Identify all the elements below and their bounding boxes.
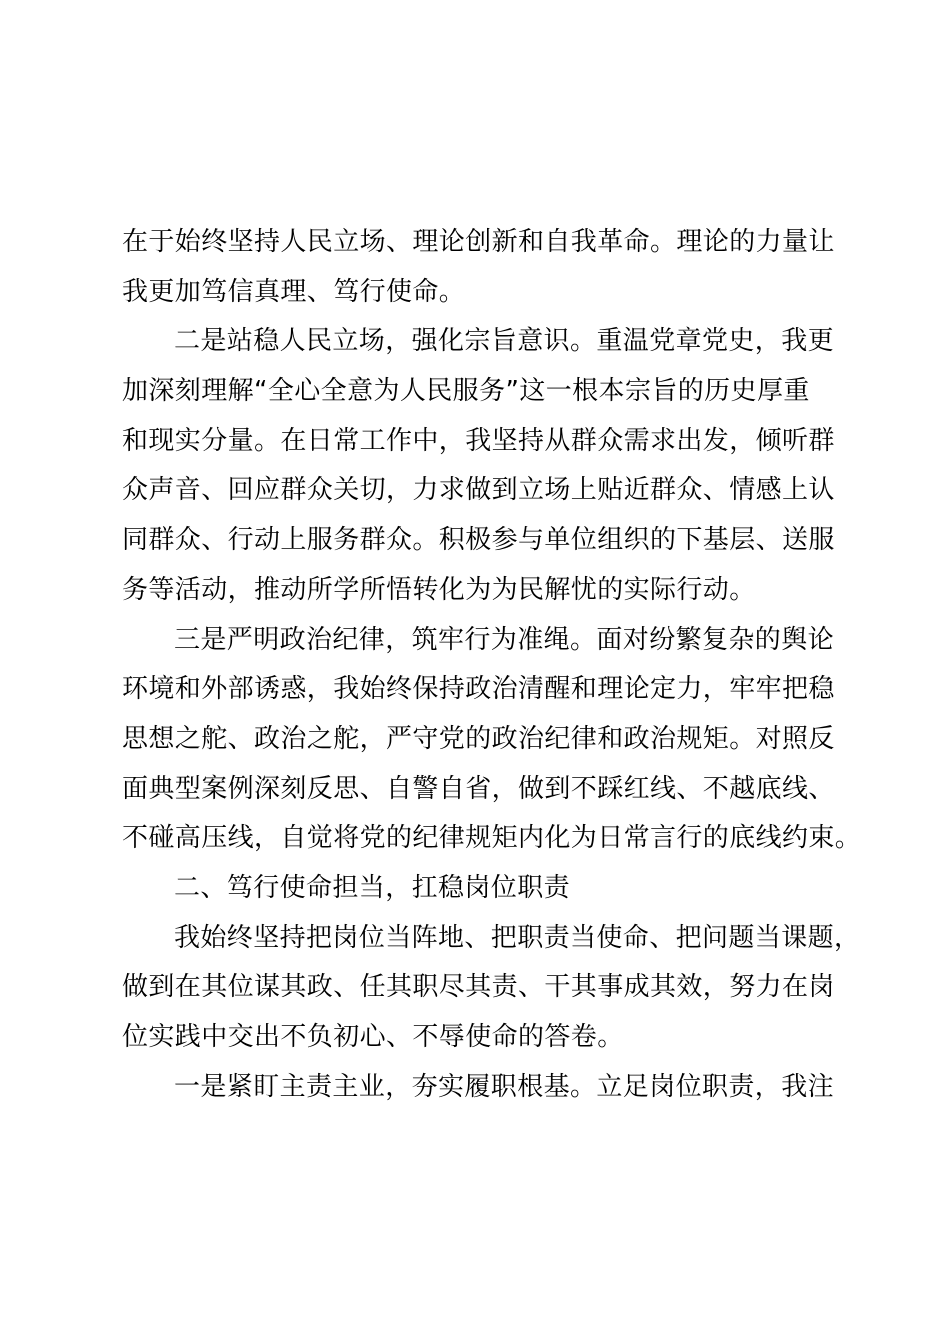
text-line: 位实践中交出不负初心、不辱使命的答卷。 (122, 1022, 624, 1052)
text-line: 众声音、回应群众关切，力求做到立场上贴近群众、情感上认 (122, 475, 835, 506)
paragraph-start-line: 二是站稳人民立场，强化宗旨意识。重温党章党史，我更 (174, 326, 835, 357)
text-line: 做到在其位谋其政、任其职尽其责、干其事成其效，努力在岗 (122, 972, 835, 1003)
text-line: 加深刻理解“全心全意为人民服务”这一根本宗旨的历史厚重 (122, 376, 810, 407)
text-line: 环境和外部诱惑，我始终保持政治清醒和理论定力，牢牢把稳 (122, 674, 835, 705)
paragraph-start-line: 一是紧盯主责主业，夯实履职根基。立足岗位职责，我注 (174, 1071, 835, 1102)
text-line: 在于始终坚持人民立场、理论创新和自我革命。理论的力量让 (122, 227, 835, 257)
text-line: 面典型案例深刻反思、自警自省，做到不踩红线、不越底线、 (122, 773, 835, 804)
body-text (122, 218, 862, 1112)
text-line: 同群众、行动上服务群众。积极参与单位组织的下基层、送服 (122, 525, 835, 556)
text-line: 我更加笃信真理、笃行使命。 (122, 276, 466, 307)
paragraph-start-line: 我始终坚持把岗位当阵地、把职责当使命、把问题当课题， (174, 922, 861, 953)
text-line: 和现实分量。在日常工作中，我坚持从群众需求出发，倾听群 (122, 425, 835, 456)
text-line: 务等活动，推动所学所悟转化为为民解忧的实际行动。 (122, 574, 756, 605)
text-line: 思想之舵、政治之舵，严守党的政治纪律和政治规矩。对照反 (122, 723, 835, 754)
section-heading: 二、笃行使命担当，扛稳岗位职责 (174, 872, 571, 903)
paragraph-start-line: 三是严明政治纪律，筑牢行为准绳。面对纷繁复杂的舆论 (174, 624, 835, 655)
text-line: 不碰高压线，自觉将党的纪律规矩内化为日常言行的底线约束。 (122, 823, 862, 854)
